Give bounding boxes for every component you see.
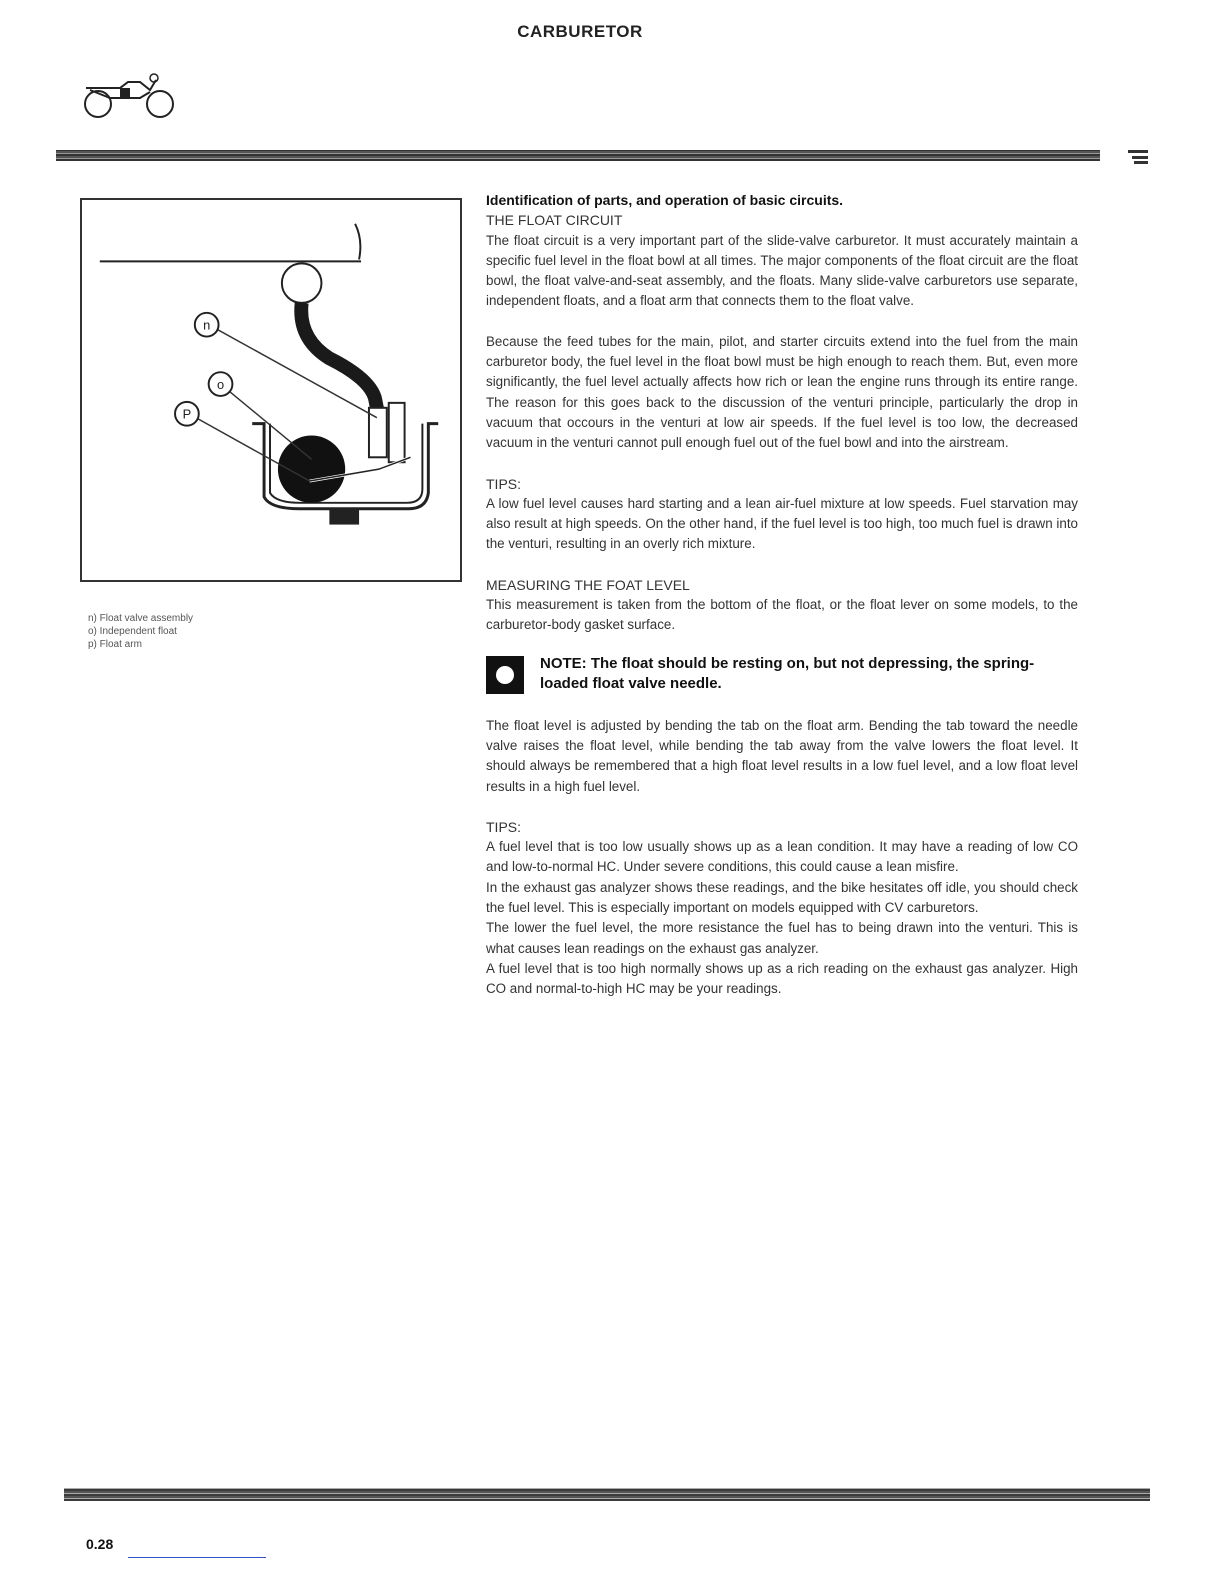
paragraph-float-circuit: The float circuit is a very important part of the slide-valve carburetor. It must accurately maintain a specific fuel level in the float bowl at all times. The major components of the float circuit are the float bowl, the float valve-and-seat assembly, and the floats. Many slide-valve carburetors use separate, independent floats, and a float arm that connects them to the float valve. <box>486 232 1078 309</box>
note-text: NOTE: The float should be resting on, but not depressing, the spring-loaded float valve needle. <box>540 654 1035 692</box>
section-heading: Identification of parts, and operation of basic circuits. <box>486 192 844 208</box>
tips-label-2: TIPS: <box>486 818 522 835</box>
label-o: o <box>216 377 225 393</box>
main-text <box>486 190 1078 1000</box>
paragraph-feed-tubes: Because the feed tubes for the main, pilot, and starter circuits extend into the fuel from the main carburetor body, the fuel level in the float bowl must be high enough to reach them. But, even more significantly, the fuel level actually affects how rich or lean the engine runs through its entire range. The reason for this goes back to the discussion of the venturi principle, particularly the drop in vacuum that occours in the venturi at low air speeds. If the fuel level is too low, the decreased vacuum in the venturi cannot pull enough fuel out of the fuel bowl and into the airstream. <box>486 333 1078 451</box>
page-title: CARBURETOR <box>517 22 643 41</box>
footer-link-line <box>128 1557 266 1558</box>
paragraph-measuring: This measurement is taken from the bottom of the float, or the float lever on some models, to the carburetor-body gasket surface. <box>486 597 1078 633</box>
page-number: 0.28 <box>86 1536 114 1552</box>
tips-2-line-1: A fuel level that is too low usually shows up as a lean condition. It may have a reading of low CO and low-to-normal HC. Under severe conditions, this could cause a lean misfire. <box>486 839 1078 875</box>
float-circuit-diagram <box>82 200 460 580</box>
footer-rule <box>64 1488 1150 1501</box>
note-box <box>486 654 1078 698</box>
figure-captions <box>88 612 193 651</box>
label-n: n <box>203 317 211 333</box>
note-icon <box>486 656 524 694</box>
motorcycle-icon <box>80 68 180 122</box>
paragraph-adjusting: The float level is adjusted by bending the tab on the float arm. Bending the tab toward the needle valve raises the float level, while bending the tab away from the valve lowers the float level. It should always be remembered that a high float level results in a low fuel level, and a low float level results in a high fuel level. <box>486 717 1078 794</box>
header-rule-mark <box>1128 150 1148 166</box>
header-rule <box>56 150 1100 161</box>
tips-2-line-3: The lower the fuel level, the more resistance the fuel has to being drawn into the venturi. This is what causes lean readings on the exhaust gas analyzer. <box>486 920 1078 956</box>
tips-text-1: A low fuel level causes hard starting and a lean air-fuel mixture at low speeds. Fuel starvation may also result at high speeds. On the other hand, if the fuel level is too high, too much fuel is drawn into the venturi, resulting in an overly rich mixture. <box>486 495 1078 552</box>
caption-o: o) Independent float <box>88 626 177 637</box>
label-p: P <box>182 406 192 422</box>
tips-2-line-2: In the exhaust gas analyzer shows these readings, and the bike hesitates off idle, you should check the fuel level. This is especially important on models equipped with CV carburetors. <box>486 879 1078 916</box>
subheading-float-circuit: THE FLOAT CIRCUIT <box>486 212 623 229</box>
subheading-measuring: MEASURING THE FOAT LEVEL <box>486 576 690 593</box>
caption-n: n) Float valve assembly <box>88 613 194 624</box>
caption-p: p) Float arm <box>88 639 142 650</box>
tips-label-1: TIPS: <box>486 475 522 492</box>
tips-2-line-4: A fuel level that is too high normally shows up as a rich reading on the exhaust gas analyzer. High CO and normal-to-high HC may be your readings. <box>486 960 1078 997</box>
float-circuit-figure <box>80 198 462 582</box>
